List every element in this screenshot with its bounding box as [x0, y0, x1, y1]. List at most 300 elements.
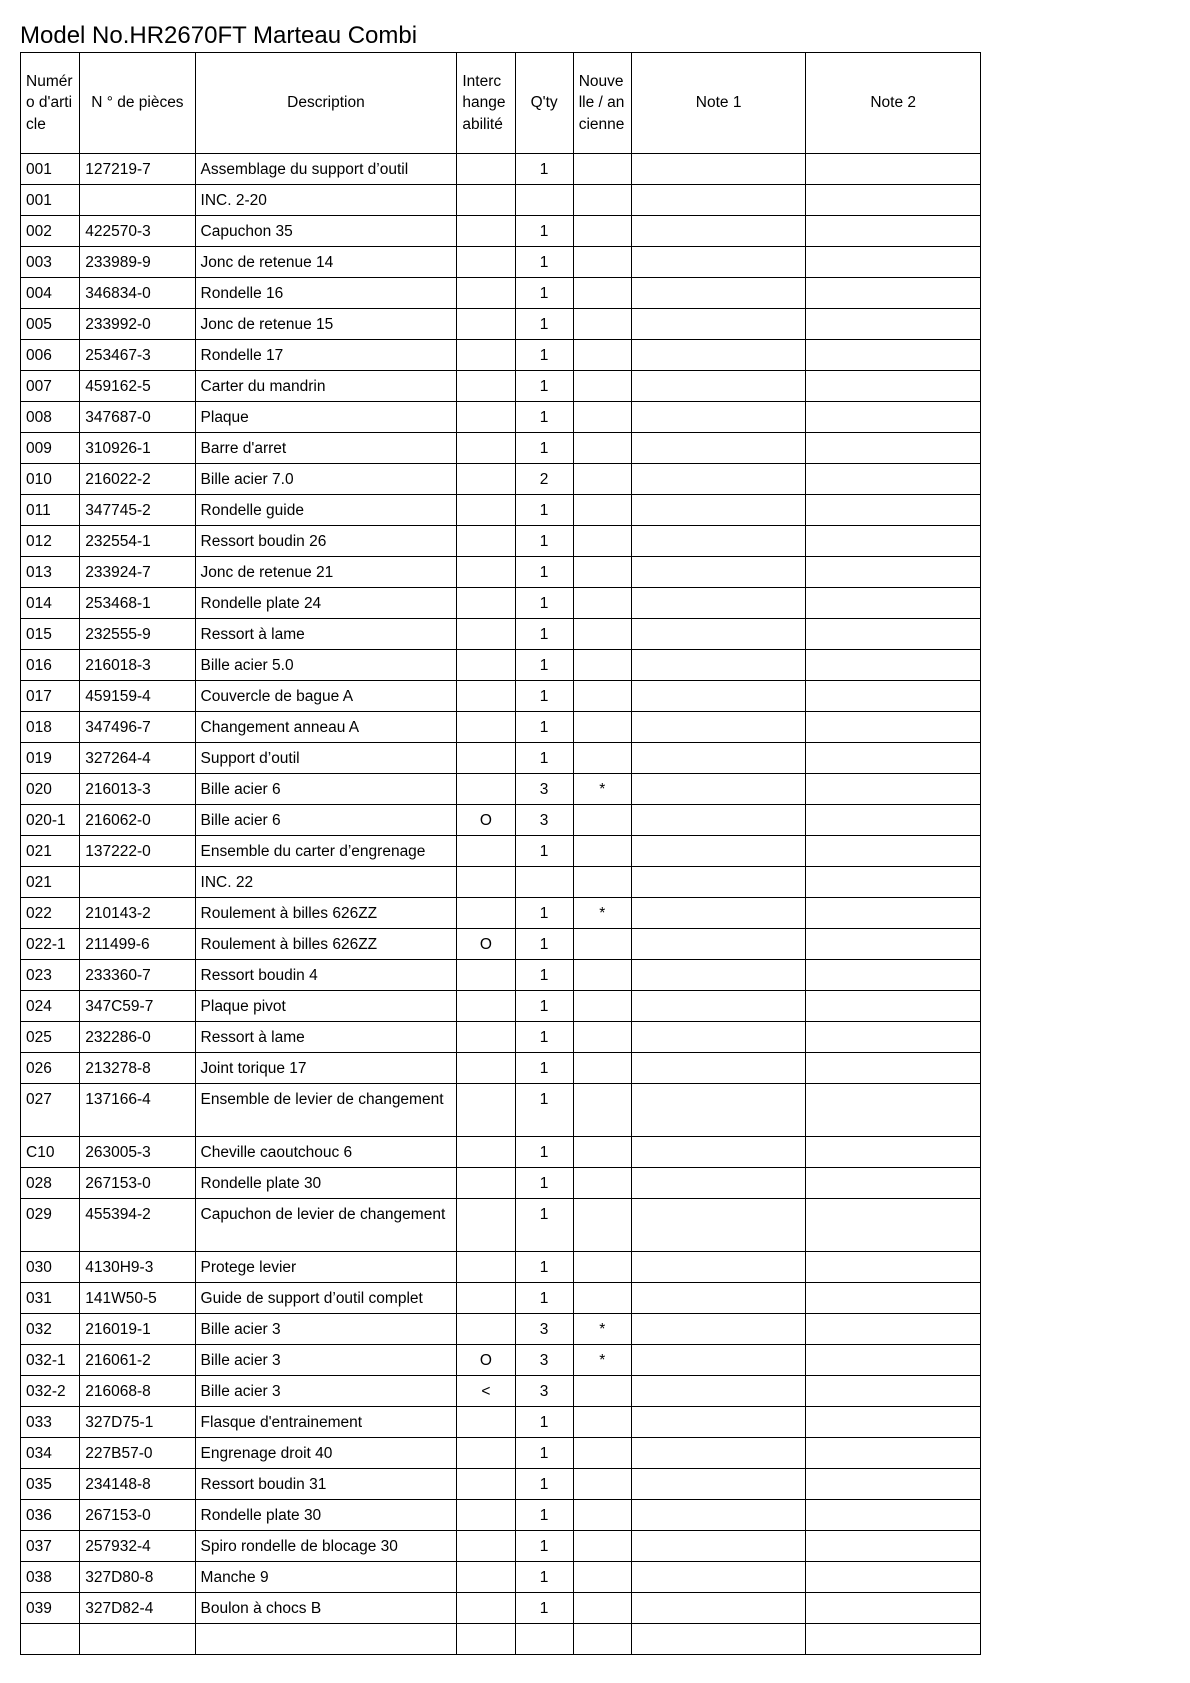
- cell-item-number: 002: [21, 216, 80, 247]
- cell-new-old: [573, 1438, 631, 1469]
- cell-part-number: 310926-1: [80, 433, 195, 464]
- cell-note-2: [806, 154, 981, 185]
- cell-description: Carter du mandrin: [195, 371, 457, 402]
- cell-part-number: 234148-8: [80, 1469, 195, 1500]
- cell-note-2: [806, 650, 981, 681]
- cell-part-number: [80, 867, 195, 898]
- cell-interchangeability: [457, 526, 515, 557]
- cell-note-2: [806, 464, 981, 495]
- cell-description: Ressort à lame: [195, 1022, 457, 1053]
- table-row: [21, 402, 981, 433]
- cell-item-number: 033: [21, 1407, 80, 1438]
- cell-new-old: [573, 464, 631, 495]
- table-row: [21, 185, 981, 216]
- header-note-2: Note 2: [806, 53, 981, 154]
- cell-item-number: 034: [21, 1438, 80, 1469]
- cell-note-2: [806, 1531, 981, 1562]
- cell-new-old: [573, 495, 631, 526]
- cell-interchangeability: [457, 1084, 515, 1137]
- table-row: [21, 960, 981, 991]
- header-new-old: Nouvelle / ancienne: [573, 53, 631, 154]
- cell-note-2: [806, 805, 981, 836]
- cell-new-old: [573, 1252, 631, 1283]
- cell-new-old: [573, 1283, 631, 1314]
- cell-part-number: 216068-8: [80, 1376, 195, 1407]
- cell-quantity: 1: [515, 1593, 573, 1624]
- cell-interchangeability: [457, 991, 515, 1022]
- cell-part-number: 141W50-5: [80, 1283, 195, 1314]
- cell-description: Support d’outil: [195, 743, 457, 774]
- cell-item-number: 021: [21, 836, 80, 867]
- cell-note-1: [631, 1283, 806, 1314]
- cell-description: Cheville caoutchouc 6: [195, 1137, 457, 1168]
- cell-description: Engrenage droit 40: [195, 1438, 457, 1469]
- cell-interchangeability: [457, 1407, 515, 1438]
- cell-note-2: [806, 433, 981, 464]
- cell-description: INC. 22: [195, 867, 457, 898]
- cell-interchangeability: [457, 371, 515, 402]
- cell-item-number: 036: [21, 1500, 80, 1531]
- cell-part-number: 327D75-1: [80, 1407, 195, 1438]
- cell-quantity: 1: [515, 1053, 573, 1084]
- cell-quantity: 1: [515, 1168, 573, 1199]
- cell-note-1: [631, 960, 806, 991]
- table-row: [21, 1438, 981, 1469]
- cell-interchangeability: [457, 278, 515, 309]
- cell-item-number: 038: [21, 1562, 80, 1593]
- cell-quantity: 3: [515, 805, 573, 836]
- cell-quantity: 1: [515, 1283, 573, 1314]
- cell-part-number: 253468-1: [80, 588, 195, 619]
- table-row: [21, 1137, 981, 1168]
- cell-note-2: [806, 867, 981, 898]
- cell-interchangeability: [457, 1562, 515, 1593]
- cell-part-number: 233989-9: [80, 247, 195, 278]
- cell-new-old: [573, 1531, 631, 1562]
- table-row: [21, 1345, 981, 1376]
- table-row: [21, 1199, 981, 1252]
- cell-quantity: 1: [515, 991, 573, 1022]
- cell-new-old: [573, 1053, 631, 1084]
- cell-quantity: 1: [515, 588, 573, 619]
- cell-description: Capuchon de levier de changement: [195, 1199, 457, 1252]
- cell-part-number: 127219-7: [80, 154, 195, 185]
- table-row: [21, 929, 981, 960]
- cell-note-1: [631, 588, 806, 619]
- cell-part-number: 263005-3: [80, 1137, 195, 1168]
- cell-part-number: 327D80-8: [80, 1562, 195, 1593]
- cell-interchangeability: [457, 433, 515, 464]
- cell-item-number: 023: [21, 960, 80, 991]
- cell-item-number: 026: [21, 1053, 80, 1084]
- cell-description: Ensemble de levier de changement: [195, 1084, 457, 1137]
- table-row: [21, 526, 981, 557]
- cell-description: Flasque d'entrainement: [195, 1407, 457, 1438]
- cell-quantity: 1: [515, 557, 573, 588]
- cell-note-2: [806, 1084, 981, 1137]
- cell-note-1: [631, 1084, 806, 1137]
- cell-note-2: [806, 1053, 981, 1084]
- cell-quantity: 1: [515, 898, 573, 929]
- cell-note-2: [806, 247, 981, 278]
- cell-new-old: [573, 867, 631, 898]
- cell-new-old: [573, 371, 631, 402]
- cell-note-1: [631, 495, 806, 526]
- cell-interchangeability: [457, 557, 515, 588]
- cell-note-1: [631, 1469, 806, 1500]
- cell-note-2: [806, 309, 981, 340]
- cell-item-number: 014: [21, 588, 80, 619]
- cell-new-old: [573, 557, 631, 588]
- table-row: [21, 1252, 981, 1283]
- cell-new-old: [573, 433, 631, 464]
- cell-interchangeability: <: [457, 1376, 515, 1407]
- table-row: [21, 371, 981, 402]
- cell-interchangeability: [457, 836, 515, 867]
- table-row: [21, 433, 981, 464]
- cell-item-number: 015: [21, 619, 80, 650]
- table-row: [21, 681, 981, 712]
- table-row: [21, 836, 981, 867]
- cell-quantity: 2: [515, 464, 573, 495]
- cell-note-2: [806, 712, 981, 743]
- table-row: [21, 1407, 981, 1438]
- cell-interchangeability: [457, 1168, 515, 1199]
- cell-description: Roulement à billes 626ZZ: [195, 929, 457, 960]
- table-row: [21, 1593, 981, 1624]
- cell-note-1: [631, 1438, 806, 1469]
- cell-new-old: [573, 836, 631, 867]
- cell-note-2: [806, 588, 981, 619]
- cell-interchangeability: [457, 309, 515, 340]
- cell-new-old: [573, 1022, 631, 1053]
- cell-note-2: [806, 557, 981, 588]
- cell-quantity: 3: [515, 1314, 573, 1345]
- cell-new-old: [573, 185, 631, 216]
- cell-quantity: 1: [515, 278, 573, 309]
- cell-description: Capuchon 35: [195, 216, 457, 247]
- cell-description: Jonc de retenue 14: [195, 247, 457, 278]
- cell-quantity: 1: [515, 1022, 573, 1053]
- cell-item-number: 001: [21, 154, 80, 185]
- cell-new-old: *: [573, 774, 631, 805]
- cell-item-number: 020-1: [21, 805, 80, 836]
- cell-item-number: [21, 1624, 80, 1655]
- cell-note-1: [631, 712, 806, 743]
- table-row: [21, 1022, 981, 1053]
- cell-interchangeability: [457, 650, 515, 681]
- cell-quantity: 1: [515, 216, 573, 247]
- cell-note-2: [806, 1314, 981, 1345]
- cell-quantity: 1: [515, 433, 573, 464]
- cell-description: Bille acier 3: [195, 1345, 457, 1376]
- cell-note-2: [806, 1376, 981, 1407]
- cell-item-number: 010: [21, 464, 80, 495]
- cell-interchangeability: [457, 1252, 515, 1283]
- cell-item-number: 013: [21, 557, 80, 588]
- cell-quantity: 3: [515, 1376, 573, 1407]
- cell-item-number: 027: [21, 1084, 80, 1137]
- cell-note-2: [806, 1438, 981, 1469]
- cell-note-2: [806, 1500, 981, 1531]
- cell-quantity: 1: [515, 712, 573, 743]
- cell-interchangeability: [457, 464, 515, 495]
- cell-note-2: [806, 929, 981, 960]
- cell-note-1: [631, 557, 806, 588]
- cell-quantity: 1: [515, 1438, 573, 1469]
- cell-new-old: [573, 309, 631, 340]
- cell-note-2: [806, 898, 981, 929]
- table-row: [21, 247, 981, 278]
- cell-item-number: 035: [21, 1469, 80, 1500]
- cell-new-old: [573, 929, 631, 960]
- cell-description: Rondelle plate 30: [195, 1500, 457, 1531]
- cell-note-1: [631, 216, 806, 247]
- cell-interchangeability: [457, 898, 515, 929]
- cell-quantity: 1: [515, 619, 573, 650]
- cell-quantity: 1: [515, 929, 573, 960]
- table-row: [21, 991, 981, 1022]
- cell-note-2: [806, 495, 981, 526]
- cell-interchangeability: [457, 681, 515, 712]
- cell-note-1: [631, 402, 806, 433]
- cell-note-2: [806, 371, 981, 402]
- cell-item-number: 005: [21, 309, 80, 340]
- cell-new-old: [573, 154, 631, 185]
- cell-interchangeability: [457, 216, 515, 247]
- cell-item-number: 004: [21, 278, 80, 309]
- cell-description: Rondelle plate 24: [195, 588, 457, 619]
- cell-note-1: [631, 774, 806, 805]
- cell-note-2: [806, 1345, 981, 1376]
- cell-new-old: [573, 619, 631, 650]
- cell-description: Ensemble du carter d’engrenage: [195, 836, 457, 867]
- cell-item-number: 012: [21, 526, 80, 557]
- cell-item-number: 032-1: [21, 1345, 80, 1376]
- cell-description: Plaque pivot: [195, 991, 457, 1022]
- cell-note-1: [631, 1252, 806, 1283]
- cell-new-old: [573, 650, 631, 681]
- cell-note-1: [631, 898, 806, 929]
- cell-new-old: [573, 1593, 631, 1624]
- cell-note-1: [631, 619, 806, 650]
- cell-note-2: [806, 1283, 981, 1314]
- cell-description: Rondelle plate 30: [195, 1168, 457, 1199]
- cell-note-2: [806, 340, 981, 371]
- cell-note-1: [631, 1022, 806, 1053]
- cell-interchangeability: [457, 1199, 515, 1252]
- cell-note-2: [806, 526, 981, 557]
- cell-new-old: [573, 1469, 631, 1500]
- cell-quantity: 1: [515, 154, 573, 185]
- cell-new-old: [573, 1500, 631, 1531]
- cell-item-number: 008: [21, 402, 80, 433]
- cell-item-number: 021: [21, 867, 80, 898]
- cell-interchangeability: [457, 712, 515, 743]
- cell-quantity: 1: [515, 650, 573, 681]
- cell-item-number: 016: [21, 650, 80, 681]
- cell-note-1: [631, 929, 806, 960]
- table-row: [21, 1469, 981, 1500]
- cell-item-number: 032: [21, 1314, 80, 1345]
- table-row: [21, 774, 981, 805]
- cell-description: Manche 9: [195, 1562, 457, 1593]
- cell-note-1: [631, 805, 806, 836]
- cell-part-number: 216018-3: [80, 650, 195, 681]
- table-row: [21, 495, 981, 526]
- cell-interchangeability: [457, 1137, 515, 1168]
- cell-item-number: 003: [21, 247, 80, 278]
- cell-note-2: [806, 619, 981, 650]
- table-row: [21, 1562, 981, 1593]
- cell-new-old: [573, 588, 631, 619]
- cell-note-2: [806, 1469, 981, 1500]
- cell-interchangeability: [457, 1438, 515, 1469]
- cell-interchangeability: [457, 1500, 515, 1531]
- table-row: [21, 1053, 981, 1084]
- cell-item-number: 011: [21, 495, 80, 526]
- cell-quantity: 1: [515, 247, 573, 278]
- cell-note-1: [631, 650, 806, 681]
- cell-part-number: 137166-4: [80, 1084, 195, 1137]
- cell-part-number: 211499-6: [80, 929, 195, 960]
- parts-table: [20, 52, 981, 1655]
- cell-new-old: [573, 278, 631, 309]
- cell-item-number: 030: [21, 1252, 80, 1283]
- cell-interchangeability: [457, 1022, 515, 1053]
- cell-interchangeability: [457, 247, 515, 278]
- cell-description: Rondelle 17: [195, 340, 457, 371]
- cell-interchangeability: [457, 154, 515, 185]
- cell-item-number: 001: [21, 185, 80, 216]
- cell-description: [195, 1624, 457, 1655]
- header-item-number: Numéro d'article: [21, 53, 80, 154]
- cell-quantity: 3: [515, 774, 573, 805]
- cell-note-1: [631, 1407, 806, 1438]
- cell-note-1: [631, 1593, 806, 1624]
- cell-part-number: 216062-0: [80, 805, 195, 836]
- table-row: [21, 278, 981, 309]
- cell-description: Ressort à lame: [195, 619, 457, 650]
- cell-part-number: [80, 1624, 195, 1655]
- cell-description: Roulement à billes 626ZZ: [195, 898, 457, 929]
- cell-description: Assemblage du support d’outil: [195, 154, 457, 185]
- cell-part-number: 232554-1: [80, 526, 195, 557]
- cell-note-1: [631, 340, 806, 371]
- cell-quantity: 1: [515, 1137, 573, 1168]
- cell-quantity: 1: [515, 1469, 573, 1500]
- cell-note-2: [806, 1252, 981, 1283]
- table-row: [21, 588, 981, 619]
- cell-interchangeability: [457, 774, 515, 805]
- cell-part-number: 232555-9: [80, 619, 195, 650]
- cell-interchangeability: [457, 588, 515, 619]
- cell-part-number: 257932-4: [80, 1531, 195, 1562]
- cell-description: Bille acier 6: [195, 805, 457, 836]
- cell-note-1: [631, 836, 806, 867]
- cell-item-number: 022: [21, 898, 80, 929]
- cell-new-old: [573, 1562, 631, 1593]
- cell-new-old: [573, 1624, 631, 1655]
- cell-note-2: [806, 1562, 981, 1593]
- cell-interchangeability: [457, 619, 515, 650]
- cell-part-number: 216061-2: [80, 1345, 195, 1376]
- cell-new-old: [573, 1084, 631, 1137]
- header-description: Description: [195, 53, 457, 154]
- cell-new-old: [573, 526, 631, 557]
- cell-new-old: [573, 1199, 631, 1252]
- cell-description: Bille acier 3: [195, 1314, 457, 1345]
- cell-item-number: 007: [21, 371, 80, 402]
- cell-interchangeability: [457, 495, 515, 526]
- cell-new-old: [573, 991, 631, 1022]
- cell-item-number: 029: [21, 1199, 80, 1252]
- cell-interchangeability: [457, 1314, 515, 1345]
- cell-new-old: [573, 712, 631, 743]
- cell-note-1: [631, 1053, 806, 1084]
- cell-note-2: [806, 960, 981, 991]
- cell-note-1: [631, 991, 806, 1022]
- cell-note-1: [631, 185, 806, 216]
- table-row: [21, 1314, 981, 1345]
- table-row: [21, 1168, 981, 1199]
- cell-quantity: 1: [515, 1252, 573, 1283]
- cell-item-number: 022-1: [21, 929, 80, 960]
- table-body: [21, 154, 981, 1655]
- cell-new-old: [573, 805, 631, 836]
- cell-description: Ressort boudin 4: [195, 960, 457, 991]
- cell-note-1: [631, 433, 806, 464]
- cell-item-number: 020: [21, 774, 80, 805]
- cell-part-number: 213278-8: [80, 1053, 195, 1084]
- table-row: [21, 619, 981, 650]
- cell-note-1: [631, 1500, 806, 1531]
- table-row: [21, 1283, 981, 1314]
- cell-quantity: 1: [515, 960, 573, 991]
- cell-quantity: 1: [515, 526, 573, 557]
- cell-part-number: 347C59-7: [80, 991, 195, 1022]
- table-row: [21, 1084, 981, 1137]
- cell-note-2: [806, 402, 981, 433]
- cell-interchangeability: [457, 960, 515, 991]
- cell-note-2: [806, 1137, 981, 1168]
- cell-part-number: 233360-7: [80, 960, 195, 991]
- cell-quantity: 1: [515, 495, 573, 526]
- cell-quantity: 1: [515, 1084, 573, 1137]
- table-row: [21, 1376, 981, 1407]
- cell-description: Rondelle 16: [195, 278, 457, 309]
- cell-part-number: 459159-4: [80, 681, 195, 712]
- cell-item-number: 025: [21, 1022, 80, 1053]
- cell-description: Jonc de retenue 15: [195, 309, 457, 340]
- cell-description: Ressort boudin 26: [195, 526, 457, 557]
- cell-part-number: 422570-3: [80, 216, 195, 247]
- table-row: [21, 867, 981, 898]
- cell-item-number: 009: [21, 433, 80, 464]
- cell-interchangeability: [457, 340, 515, 371]
- cell-note-2: [806, 1199, 981, 1252]
- cell-quantity: 1: [515, 1199, 573, 1252]
- cell-quantity: 1: [515, 1500, 573, 1531]
- cell-quantity: 1: [515, 340, 573, 371]
- cell-part-number: 347687-0: [80, 402, 195, 433]
- cell-note-1: [631, 247, 806, 278]
- cell-description: Jonc de retenue 21: [195, 557, 457, 588]
- cell-note-1: [631, 526, 806, 557]
- cell-part-number: 267153-0: [80, 1168, 195, 1199]
- cell-new-old: [573, 960, 631, 991]
- cell-part-number: 459162-5: [80, 371, 195, 402]
